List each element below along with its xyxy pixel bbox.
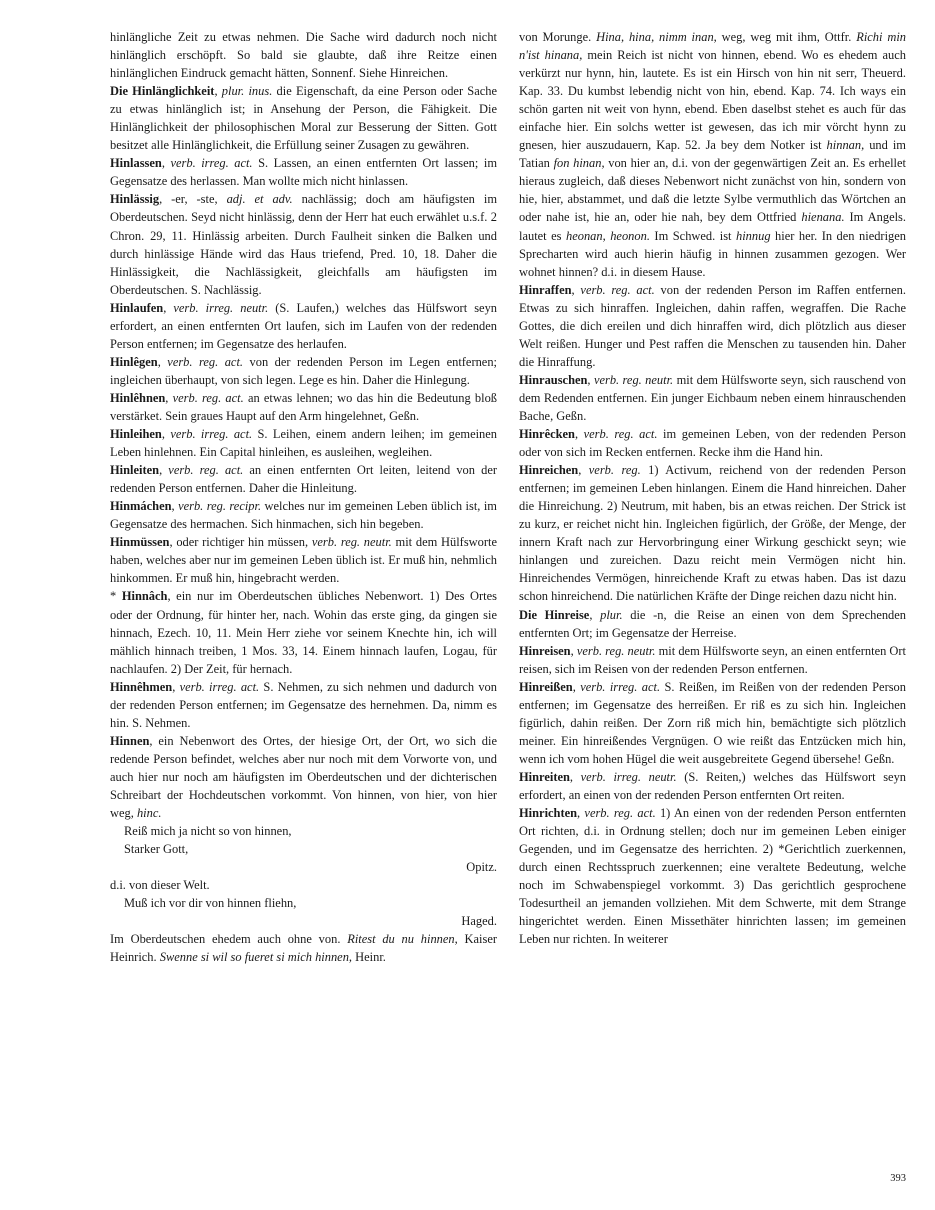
entry-text: von Morunge. <box>519 30 597 44</box>
italic-text: verb. reg. recipr. <box>178 499 262 514</box>
entry-text: hier her. In den niedrigen Sprecharten wird auch hierin häufig in hinnen zusammen gezogen. Wer wohnet hinnen? d.i. in diesem Hause. <box>519 228 906 279</box>
entry-text: die -n, die Reise an einen von dem Sprechenden entfernten Ort; im Gegensatze der Herreise. <box>519 607 907 640</box>
entry-paragraph <box>110 28 497 82</box>
italic-text: heonan, heonon. <box>565 228 650 243</box>
italic-text: verb. irreg. act. <box>580 679 661 694</box>
entry-text: , ein nur im Oberdeutschen übliches Nebenwort. 1) Des Ortes oder der Ordnung, für hinter her, nach. Wohin das erste ging, da gingen sie hinnach, Ezech. 10, 11. Mein Herr ziehe vor seinem Knechte hin, ich will mählich hinnach treiben, 1 Mos. 33, 14. Einem hinnach laufen, Logau, für nachlaufen. 2) Der Zeit, für hernach. <box>110 589 497 676</box>
italic-text: verb. irreg. act. <box>179 679 260 694</box>
headword: Hinrêcken <box>519 427 575 442</box>
entry-paragraph <box>110 154 497 190</box>
italic-text: verb. irreg. neutr. <box>580 769 677 784</box>
italic-text: verb. reg. <box>588 463 641 478</box>
entry-text: von hier an, d.i. von der gegenwärtigen Zeit an. Es erhellet hieraus zugleich, daß dieses Nebenwort nicht zunächst von hin, sondern von hie, hier, abstammet, und daß die letzte Sylbe vermuthlich das Wörtchen an oder nahe ist, hie an, oder hie nah, bey dem Ottfried <box>519 156 906 225</box>
left-column <box>110 28 497 966</box>
italic-text: verb. reg. act. <box>168 463 244 478</box>
italic-text: verb. reg. neutr. <box>593 372 674 387</box>
entry-paragraph <box>519 804 906 948</box>
entry-paragraph <box>110 533 497 587</box>
headword: Hinrauschen <box>519 372 588 387</box>
entry-text: S. Nehmen, zu sich nehmen und dadurch von der redenden Person entfernen; im Gegensatze des hernehmen. Da, nimm es hin. S. Nehmen. <box>110 679 497 730</box>
headword: Hinrichten <box>519 806 578 821</box>
entry-text: , oder richtiger hin müssen, <box>169 535 312 550</box>
entry-text: , <box>589 607 601 622</box>
entry-text: , <box>214 84 222 99</box>
italic-text: verb. reg. act. <box>167 354 244 369</box>
entry-text: an einen entfernten Ort leiten, leitend von der redenden Person entfernen. Daher die Hinleitung. <box>110 463 497 496</box>
entry-text: (S. Reiten,) welches das Hülfswort seyn erfordert, an einen von der redenden Person entfernten Ort reiten. <box>519 769 907 802</box>
entry-text: mein Reich ist nicht von hinnen, ebend. Wo es ehedem auch verkürzt nur hynn, hin, lautete. Es ist ein Hirsch von hin nit serr, Theuerd. Kap. 33. Du kumbst lebendig nicht von hin, ebend. Kap. 74. Ich ways ein schön garten nit weit von hynn, ebend. Eben daselbst stehet es auch für das einfache hier. Ein solchs wetter ist gewesen, das ich mir vörcht hynn zu gnesen, hier auszudauern, Kap. 52. Ja bey dem Notker ist <box>519 48 907 153</box>
italic-text: verb. irreg. act. <box>170 427 253 442</box>
entry-paragraph <box>519 461 906 605</box>
headword: Hinnêhmen <box>110 679 173 694</box>
entry-text: , <box>161 156 171 171</box>
entry-text: Im Angels. lautet es <box>519 210 906 243</box>
headword: Hinlêgen <box>110 354 158 369</box>
entry-paragraph <box>110 587 497 677</box>
italic-text: verb. irreg. neutr. <box>173 300 269 315</box>
entry-text: welches nur im gemeinen Leben üblich ist, im Gegensatze des hermachen. Sich hinmachen, sich hin begeben. <box>110 499 497 532</box>
headword: Hinnen <box>110 733 150 748</box>
italic-text: fon hinan, <box>553 156 605 171</box>
entry-text: von der redenden Person im Legen entfernen; ingleichen überhaupt, von sich legen. Lege es hin. Daher die Hinlegung. <box>110 354 498 387</box>
entry-text: , <box>161 427 171 442</box>
entry-text: , <box>569 769 581 784</box>
entry-text: an etwas lehnen; wo das hin die Bedeutung bloß verstärket. Sein graues Haupt auf den Arm hingelehnet, Geßn. <box>110 390 498 423</box>
headword: Hinreißen <box>519 679 573 694</box>
entry-text: , <box>578 463 589 478</box>
headword: Die Hinreise <box>519 607 590 622</box>
italic-text: verb. irreg. act. <box>170 156 253 171</box>
entry-paragraph <box>519 642 906 678</box>
headword: Hinreiten <box>519 769 570 784</box>
entry-paragraph <box>110 876 497 894</box>
verse-line: Starker Gott, <box>124 842 189 857</box>
entry-text: , <box>172 679 180 694</box>
entry-paragraph <box>519 425 906 461</box>
entry-paragraph <box>519 606 906 642</box>
entry-text: , <box>570 643 577 658</box>
entry-text: (S. Laufen,) welches das Hülfswort seyn erfordert, an einen entfernten Ort laufen, sich im Laufen von der redenden Person entfernen; im Gegensatze des herlaufen. <box>110 300 498 351</box>
quote-author: Opitz. <box>466 860 497 875</box>
entry-text: von der redenden Person im Raffen entfernen. Etwas zu sich hinraffen. Ingleichen, dahin raffen, wegraffen. Die Rache Gottes, die dich ereilen und dich hinraffen wird, dich plötzlich aus dieser Welt reißen. Hunger und Pest raffen die Menschen zu tausenden hin. Daher die Hinraffung. <box>519 282 906 369</box>
entry-paragraph <box>110 461 497 497</box>
entry-text: hinlängliche Zeit zu etwas nehmen. Die Sache wird dadurch noch nicht hinlänglich erschöpft. So bald sie glaubte, daß ihre Reitze einen hinlänglichen Eindruck gemacht hätten, Sonnenf. Siehe Hinreichen. <box>110 30 497 81</box>
entry-text: S. Lassen, an einen entfernten Ort lassen; im Gegensatze des herlassen. Man wollte mich nicht hinlassen. <box>110 156 497 189</box>
headword: Hinmüssen <box>110 535 170 550</box>
headword: Hinlaufen <box>110 300 164 315</box>
verse-line: Reiß mich ja nicht so von hinnen, <box>124 824 292 839</box>
right-column <box>519 28 906 948</box>
entry-paragraph <box>519 281 906 371</box>
headword: Die Hinlänglichkeit <box>110 84 215 99</box>
italic-text: adj. et adv. <box>226 192 293 207</box>
entry-paragraph <box>519 768 906 804</box>
entry-paragraph <box>110 678 497 732</box>
entry-paragraph <box>110 930 497 966</box>
entry-text: , <box>574 427 584 442</box>
entry-paragraph <box>519 678 906 768</box>
italic-text: verb. reg. neutr. <box>311 535 392 550</box>
entry-text: , -er, -ste, <box>159 192 227 207</box>
entry-text: 1) An einen von der redenden Person entfernten Ort richten, d.i. in Ordnung stellen; doch nur im gemeinen Leben einiger Gegenden, und im Gegensatze des herrichten. 2) *Gerichtlich zuerkennen, durch einen Rechtsspruch zuerkennen; eine veraltete Bedeutung, welche noch im Schwabenspiegel vorkommt. 3) Das gerichtlich gesprochene Todesurtheil an jemanden vollziehen. Mit dem Schwerte, mit dem Strange hingerichtet werden. Einen Missethäter hinrichten lassen; im gemeinen Leben nur richten. In weiterer <box>519 806 906 947</box>
italic-text: verb. reg. act. <box>580 282 655 297</box>
entry-paragraph <box>110 353 497 389</box>
entry-text: , <box>587 372 594 387</box>
italic-text: verb. reg. act. <box>172 390 244 405</box>
italic-text: verb. reg. act. <box>583 427 658 442</box>
entry-text: S. Reißen, im Reißen von der redenden Person entfernen; im Gegensatze des herreißen. Er riß es zu sich hin. Ingleichen figürlich, dahin reißen. Der Zorn riß mich hin, bemächtigte sich plötzlich meiner. Ein hinreißendes Vergnügen. O wie reißt das Entzücken mich hin, wenn ich vom hohen Hügel die weit ausgebreitete Gegend übersehe! Geßn. <box>519 679 906 766</box>
entry-text: Im Oberdeutschen ehedem auch ohne von. <box>110 932 348 947</box>
entry-text: , <box>171 499 179 514</box>
entry-text: Heinr. <box>352 950 386 965</box>
headword: Hinleihen <box>110 427 162 442</box>
italic-text: Hina, hina, nimm inan, <box>596 30 717 44</box>
entry-text: , <box>157 354 168 369</box>
italic-text: verb. reg. act. <box>584 806 656 821</box>
entry-text: , <box>571 282 581 297</box>
italic-text: hinnan, <box>826 138 865 153</box>
italic-text: hienana. <box>801 210 845 225</box>
entry-paragraph <box>110 389 497 425</box>
headword: Hinreichen <box>519 463 579 478</box>
entry-text: nachlässig; doch am häufigsten im Oberdeutschen. Seyd nicht hinlässig, denn der Herr hat euch erwählet u.s.f. 2 Chron. 29, 11. Hinlässig arbeiten. Durch Faulheit sinken die Balken und durch hinlässige Hände wird das Haus triefend, Pred. 10, 18. Daher die Hinlässigkeit, die Nachlässigkeit, gleichfalls am häufigsten im Oberdeutschen. S. Nachlässig. <box>110 192 497 297</box>
entry-text: d.i. von dieser Welt. <box>110 878 210 893</box>
entry-paragraph <box>519 371 906 425</box>
entry-text: die Eigenschaft, da eine Person oder Sache zu etwas hinlänglich ist; in Ansehung der Person, die Fähigkeit. Die Hinlänglichkeit der philosophischen Moral zur Besserung der Sitten. Gott besitzet alle Hinlänglichkeit, die Erfüllung seiner Zusagen zu gewähren. <box>110 84 498 153</box>
entry-text: Im Schwed. ist <box>649 228 736 243</box>
entry-text: , ein Nebenwort des Ortes, der hiesige Ort, der Ort, wo sich die redende Person befindet, welches aber nur noch mit dem Vorworte von, und auch hier nur noch am häufigsten im Oberdeutschen und der dichterischen Schreibart der Hochdeutschen vorkommt. Von hinnen, von hier, von hier weg, <box>110 733 497 821</box>
entry-text: 1) Activum, reichend von der redenden Person entfernen; im gemeinen Leben hinlangen. Einem die Hand hinreichen. Daher die Hinreichung. 2) Neutrum, mit haben, bis an etwas reichen. Der Strick ist zu kurz, er reichet nicht hin. Ingleichen figürlich, der Größe, der Menge, der innern Kraft nach zur Hervorbringung einer Wirkung geschickt seyn; wie hinlangen und zureichen. Dazu reicht mein Vermögen nicht hin. Hinreichendes Vermögen, hinreichende Kraft zu etwas haben. Das ist dazu schon hinreichend. Die natürlichen Kräfte der Dinge reichen dazu nicht hin. <box>519 463 907 604</box>
italic-text: Ritest du nu hinnen, <box>347 932 458 947</box>
entry-text: weg, weg mit ihm, Ottfr. <box>716 30 857 44</box>
quote-author: Haged. <box>461 914 497 929</box>
entry-text: , <box>163 300 174 315</box>
italic-text: plur. <box>600 607 623 622</box>
headword: Hinnâch <box>121 589 168 604</box>
entry-paragraph <box>110 82 497 154</box>
headword: Hinlassen <box>110 156 162 171</box>
entry-paragraph <box>110 497 497 533</box>
entry-paragraph <box>519 28 906 281</box>
entry-text: im gemeinen Leben, von der redenden Person oder von sich im Recken entfernen. Recke ihm die Hand hin. <box>519 427 907 460</box>
headword: Hinraffen <box>519 282 572 297</box>
italic-text: hinnug <box>736 228 771 243</box>
entry-text: und im Tatian <box>519 138 906 171</box>
entry-text: , <box>577 806 585 821</box>
italic-text: plur. inus. <box>221 84 273 99</box>
entry-paragraph <box>110 190 497 298</box>
headword: Hinleiten <box>110 463 160 478</box>
italic-text: verb. reg. neutr. <box>576 643 656 658</box>
headword: Hinlässig <box>110 192 160 207</box>
entry-text: * <box>110 589 122 604</box>
entry-text: mit dem Hülfsworte seyn, sich rauschend von dem Redenden entfernen. Ein junger Eichbaum neben einem hinrauschenden Bache, Geßn. <box>519 372 906 423</box>
headword: Hinmáchen <box>110 499 172 514</box>
entry-text: S. Leihen, einem andern leihen; im gemeinen Leben hinlehnen. Ein Capital hinleihen, es ausleihen, wegleihen. <box>110 427 498 460</box>
headword: Hinlêhnen <box>110 390 166 405</box>
entry-text: , <box>165 390 173 405</box>
page-number: 393 <box>890 1173 906 1184</box>
verse-line: Muß ich vor dir von hinnen fliehn, <box>124 896 297 911</box>
entry-text: mit dem Hülfsworte haben, welches aber nur im gemeinen Leben üblich ist. Er muß hin, nehmlich hinkommen. Er muß hin, hingebracht werden. <box>110 535 497 586</box>
entry-paragraph <box>110 299 497 353</box>
entry-text: Kaiser Heinrich. <box>110 932 497 965</box>
entry-paragraph <box>110 732 497 822</box>
entry-text: , <box>572 679 581 694</box>
italic-text: Richi min n'ist hinana, <box>519 30 906 63</box>
entry-paragraph <box>110 425 497 461</box>
headword: Hinreisen <box>519 643 571 658</box>
italic-text: hinc. <box>136 806 162 821</box>
entry-text: , <box>159 463 169 478</box>
italic-text: Swenne si wil so fueret si mich hinnen, <box>159 950 353 965</box>
entry-text: mit dem Hülfsworte seyn, an einen entfernten Ort reisen, sich im Reisen von der redenden Person entfernen. <box>519 643 907 676</box>
